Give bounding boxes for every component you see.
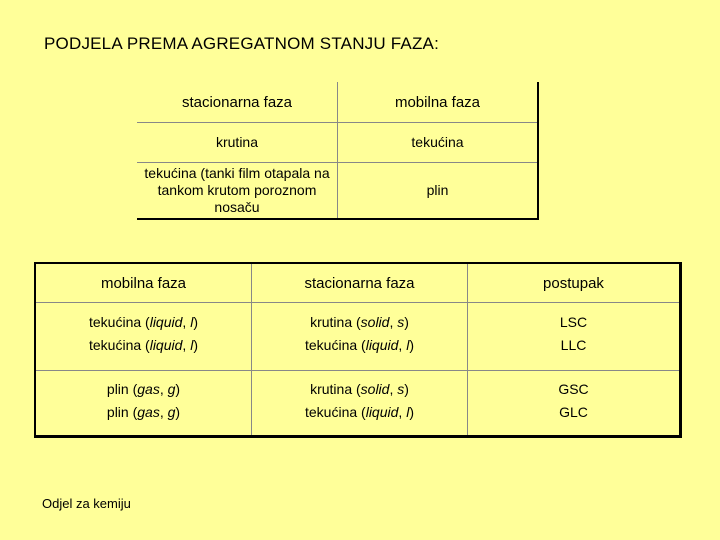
cell-line: tekućina (liquid, l): [305, 337, 414, 353]
cell-line: tekućina (liquid, l): [89, 314, 198, 330]
table-cell: [251, 302, 467, 370]
phase-table: [137, 82, 539, 220]
header-stationary-phase: stacionarna faza: [181, 93, 293, 111]
method-code: LLC: [560, 337, 587, 353]
table-row: [36, 370, 679, 435]
header-mobile-phase: mobilna faza: [100, 274, 187, 292]
table-cell: [251, 370, 467, 435]
table-cell: krutina: [215, 133, 259, 150]
method-code: LSC: [559, 314, 588, 330]
method-code: GLC: [559, 403, 588, 420]
cell-line: krutina (solid, s): [310, 314, 409, 330]
table-cell: tekućina: [337, 122, 537, 162]
table-row: [36, 302, 679, 371]
cell-line: krutina (solid, s): [310, 380, 409, 397]
cell-line: plin (gas, g): [106, 403, 181, 420]
slide-footer: Odjel za kemiju: [42, 496, 131, 511]
table-row: [137, 162, 537, 218]
table-cell: [467, 370, 679, 435]
header-stationary-phase: stacionarna faza: [251, 264, 467, 302]
cell-line: tekućina (liquid, l): [305, 403, 414, 420]
table-cell: tekućina (tanki film otapala na tankom krutom poroznom nosaču: [144, 164, 330, 215]
method-table: [34, 262, 682, 438]
phase-table-header: [137, 82, 537, 123]
table-cell: [36, 370, 251, 435]
method-table-header: [36, 264, 679, 303]
table-cell: plin: [337, 162, 537, 218]
table-row: [137, 122, 537, 163]
slide-title: PODJELA PREMA AGREGATNOM STANJU FAZA:: [44, 34, 440, 53]
header-method: postupak: [467, 264, 679, 302]
header-mobile-phase: mobilna faza: [337, 82, 537, 122]
cell-line: tekućina (liquid, l): [89, 337, 198, 353]
table-cell: [467, 302, 679, 370]
table-cell: [36, 302, 251, 370]
method-code: GSC: [558, 380, 589, 397]
cell-line: plin (gas, g): [106, 380, 181, 397]
